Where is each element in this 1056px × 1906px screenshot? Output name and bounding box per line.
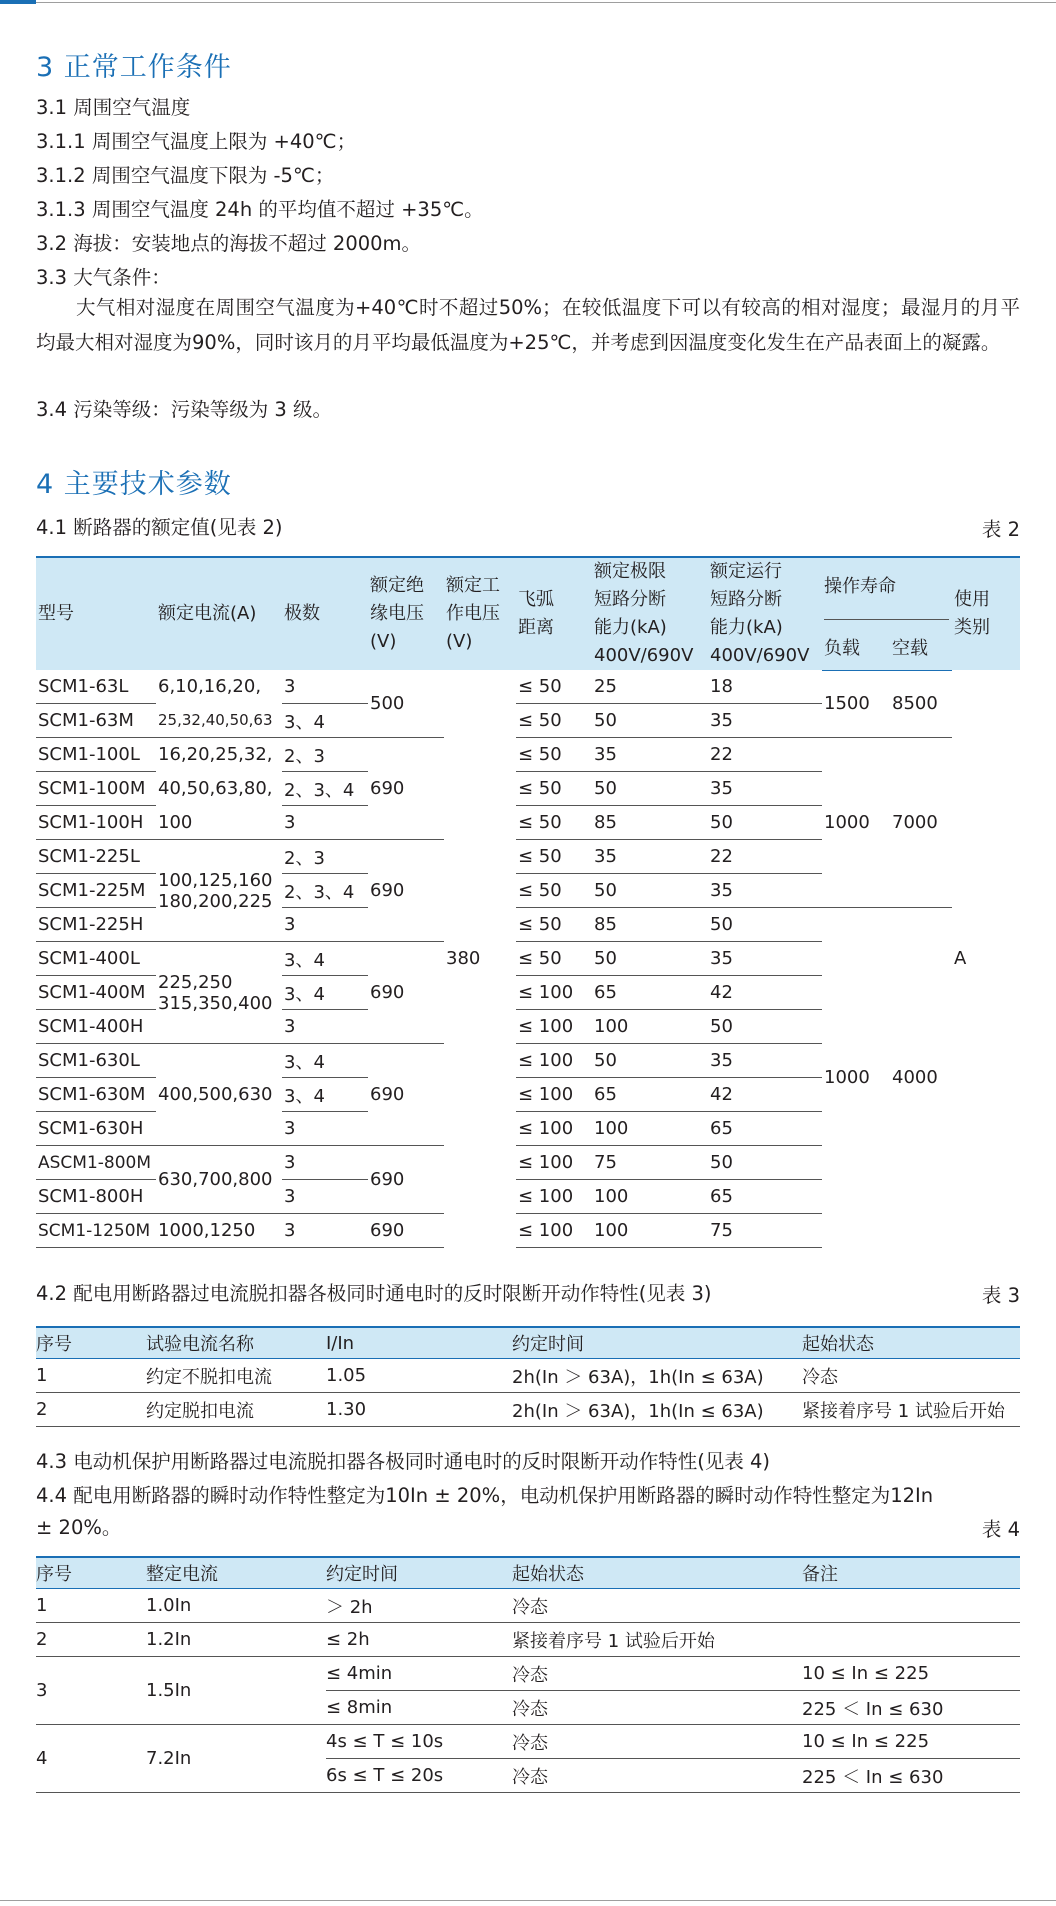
table-row bbox=[36, 1359, 1020, 1393]
poles-cell: 3 bbox=[282, 1180, 368, 1214]
line-3-1: 3.1 周围空气温度 bbox=[36, 96, 191, 119]
t3-cell: 冷态 bbox=[802, 1359, 1020, 1393]
t4-cell: 1 bbox=[36, 1589, 146, 1623]
arc-cell: ≤ 50 bbox=[516, 840, 592, 874]
arc-cell: ≤ 100 bbox=[516, 1112, 592, 1146]
category-cell: A bbox=[954, 948, 967, 970]
model-cell: SCM1-225H bbox=[36, 908, 156, 942]
icu-cell: 100 bbox=[592, 1214, 708, 1248]
ics-cell: 50 bbox=[708, 1146, 822, 1180]
life-noload-cell: 8500 bbox=[890, 670, 952, 738]
line-3-3: 3.3 大气条件： bbox=[36, 266, 171, 289]
model-cell: SCM1-100M bbox=[36, 772, 156, 806]
icu-cell: 65 bbox=[592, 1078, 708, 1112]
life-load-cell: 1500 bbox=[822, 670, 890, 738]
model-cell: SCM1-400L bbox=[36, 942, 156, 976]
t3-header-time: 约定时间 bbox=[512, 1327, 802, 1359]
model-cell: SCM1-400M bbox=[36, 976, 156, 1010]
poles-cell: 3 bbox=[282, 1146, 368, 1180]
line-3-4: 3.4 污染等级：污染等级为 3 级。 bbox=[36, 398, 333, 421]
icu-cell: 75 bbox=[592, 1146, 708, 1180]
poles-cell: 3 bbox=[282, 806, 368, 840]
poles-cell: 3 bbox=[282, 1214, 368, 1248]
current-cell: 6,10,16,20, bbox=[158, 676, 262, 698]
model-cell: SCM1-630H bbox=[36, 1112, 156, 1146]
ui-cell: 690 bbox=[368, 1214, 444, 1248]
model-cell: SCM1-63L bbox=[36, 670, 156, 704]
t4-cell bbox=[802, 1623, 1020, 1657]
t4-cell: ＞ 2h bbox=[326, 1589, 512, 1623]
arc-cell: ≤ 100 bbox=[516, 976, 592, 1010]
ics-cell: 35 bbox=[708, 1044, 822, 1078]
poles-cell: 3 bbox=[282, 1112, 368, 1146]
t4-cell: 冷态 bbox=[512, 1759, 802, 1793]
ics-cell: 35 bbox=[708, 942, 822, 976]
life-load-cell: 1000 bbox=[822, 738, 890, 908]
header-arc-distance: 飞弧 距离 bbox=[516, 557, 592, 670]
ics-cell: 42 bbox=[708, 1078, 822, 1112]
line-4-4-a: 4.4 配电用断路器的瞬时动作特性整定为10In ± 20%，电动机保护用断路器的瞬时动作特性整定为12In bbox=[36, 1484, 934, 1507]
header-model: 型号 bbox=[36, 557, 156, 670]
t4-cell: 1.0In bbox=[146, 1589, 326, 1623]
ui-cell: 500 bbox=[368, 670, 444, 738]
model-cell: SCM1-800H bbox=[36, 1180, 156, 1214]
ue-cell: 380 bbox=[446, 948, 481, 970]
t4-cell bbox=[802, 1589, 1020, 1623]
header-life-noload: 空载 bbox=[890, 629, 952, 670]
icu-cell: 100 bbox=[592, 1010, 708, 1044]
t4-cell: 1.5In bbox=[146, 1657, 326, 1725]
current-cell: 16,20,25,32, bbox=[158, 744, 273, 766]
t3-header-test-current: 试验电流名称 bbox=[146, 1327, 326, 1359]
icu-cell: 85 bbox=[592, 806, 708, 840]
header-rated-current: 额定电流(A) bbox=[156, 557, 282, 670]
arc-cell: ≤ 50 bbox=[516, 874, 592, 908]
table-row bbox=[36, 1657, 1020, 1691]
line-3-2: 3.2 海拔：安装地点的海拔不超过 2000m。 bbox=[36, 232, 422, 255]
section-3-heading: 3 正常工作条件 bbox=[36, 52, 232, 83]
t3-cell: 约定脱扣电流 bbox=[146, 1393, 326, 1427]
model-cell: SCM1-100H bbox=[36, 806, 156, 840]
arc-cell: ≤ 50 bbox=[516, 670, 592, 704]
model-cell: ASCM1-800M bbox=[36, 1146, 156, 1180]
icu-cell: 50 bbox=[592, 1044, 708, 1078]
top-rule bbox=[0, 0, 1056, 4]
ics-cell: 35 bbox=[708, 704, 822, 738]
header-life: 操作寿命 bbox=[822, 557, 952, 629]
arc-cell: ≤ 100 bbox=[516, 1044, 592, 1078]
bottom-rule bbox=[0, 1900, 1056, 1901]
t4-cell: 10 ≤ In ≤ 225 bbox=[802, 1657, 1020, 1691]
poles-cell: 3、4 bbox=[282, 1078, 368, 1112]
table-2-caption: 4.1 断路器的额定值(见表 2) bbox=[36, 516, 283, 539]
arc-cell: ≤ 50 bbox=[516, 806, 592, 840]
header-icu: 额定极限 短路分断 能力(kA) 400V/690V bbox=[592, 557, 708, 670]
ui-cell: 690 bbox=[368, 1044, 444, 1146]
table-row bbox=[36, 1725, 1020, 1759]
line-3-1-3: 3.1.3 周围空气温度 24h 的平均值不超过 +35℃。 bbox=[36, 198, 484, 221]
poles-cell: 3 bbox=[282, 1010, 368, 1044]
ics-cell: 50 bbox=[708, 806, 822, 840]
t4-cell: ≤ 2h bbox=[326, 1623, 512, 1657]
t4-header-start-state: 起始状态 bbox=[512, 1557, 802, 1589]
life-noload-cell: 7000 bbox=[890, 738, 952, 908]
t3-cell: 2 bbox=[36, 1393, 146, 1427]
t4-cell: 紧接着序号 1 试验后开始 bbox=[512, 1623, 802, 1657]
icu-cell: 65 bbox=[592, 976, 708, 1010]
arc-cell: ≤ 50 bbox=[516, 772, 592, 806]
ics-cell: 65 bbox=[708, 1112, 822, 1146]
model-cell: SCM1-63M bbox=[36, 704, 156, 738]
poles-cell: 3 bbox=[282, 670, 368, 704]
poles-cell: 3、4 bbox=[282, 1044, 368, 1078]
ics-cell: 22 bbox=[708, 738, 822, 772]
ics-cell: 50 bbox=[708, 1010, 822, 1044]
icu-cell: 35 bbox=[592, 738, 708, 772]
t4-cell: 225 ＜ In ≤ 630 bbox=[802, 1691, 1020, 1725]
arc-cell: ≤ 100 bbox=[516, 1146, 592, 1180]
model-cell: SCM1-630L bbox=[36, 1044, 156, 1078]
section-4-heading: 4 主要技术参数 bbox=[36, 469, 232, 500]
ui-cell: 690 bbox=[368, 738, 444, 840]
header-life-load: 负载 bbox=[822, 629, 890, 670]
life-noload-cell: 4000 bbox=[892, 1067, 938, 1089]
header-poles: 极数 bbox=[282, 557, 368, 670]
arc-cell: ≤ 100 bbox=[516, 1180, 592, 1214]
humidity-paragraph: 大气相对湿度在周围空气温度为+40℃时不超过50%；在较低温度下可以有较高的相对湿度；最湿月的月平均最大相对湿度为90%，同时该月的月平均最低温度为+25℃，并考虑到因温度变化发生在产品表面上的凝露。 bbox=[36, 296, 1020, 354]
line-4-4-b: ± 20%。 bbox=[36, 1516, 122, 1539]
t4-cell: ≤ 8min bbox=[326, 1691, 512, 1725]
current-cell: 225,250 315,350,400 bbox=[156, 942, 282, 1044]
t4-cell: 冷态 bbox=[512, 1657, 802, 1691]
t4-header-remark: 备注 bbox=[802, 1557, 1020, 1589]
ics-cell: 50 bbox=[708, 908, 822, 942]
t4-cell: 冷态 bbox=[512, 1589, 802, 1623]
line-3-1-1: 3.1.1 周围空气温度上限为 +40℃； bbox=[36, 130, 357, 153]
poles-cell: 3、4 bbox=[282, 704, 368, 738]
arc-cell: ≤ 100 bbox=[516, 1010, 592, 1044]
ics-cell: 42 bbox=[708, 976, 822, 1010]
current-cell: 100 bbox=[156, 806, 282, 840]
header-ics: 额定运行 短路分断 能力(kA) 400V/690V bbox=[708, 557, 822, 670]
t4-cell: 2 bbox=[36, 1623, 146, 1657]
model-cell: SCM1-225L bbox=[36, 840, 156, 874]
t4-header-setting-current: 整定电流 bbox=[146, 1557, 326, 1589]
current-cell: 100,125,160 180,200,225 bbox=[156, 840, 282, 942]
t3-cell: 约定不脱扣电流 bbox=[146, 1359, 326, 1393]
arc-cell: ≤ 50 bbox=[516, 908, 592, 942]
ui-cell: 690 bbox=[368, 840, 444, 942]
arc-cell: ≤ 50 bbox=[516, 942, 592, 976]
table-row bbox=[36, 1623, 1020, 1657]
header-insulation-voltage: 额定绝 缘电压 (V) bbox=[368, 557, 444, 670]
icu-cell: 100 bbox=[592, 1180, 708, 1214]
current-cell: 40,50,63,80, bbox=[158, 778, 273, 799]
ics-cell: 65 bbox=[708, 1180, 822, 1214]
t3-cell: 1.05 bbox=[326, 1359, 512, 1393]
current-cell: 400,500,630 bbox=[156, 1044, 282, 1146]
t4-cell: 1.2In bbox=[146, 1623, 326, 1657]
icu-cell: 50 bbox=[592, 942, 708, 976]
ics-cell: 35 bbox=[708, 772, 822, 806]
model-cell: SCM1-100L bbox=[36, 738, 156, 772]
inverse-time-table-motor bbox=[36, 1556, 1020, 1793]
poles-cell: 3、4 bbox=[282, 976, 368, 1010]
ui-cell: 690 bbox=[368, 1146, 444, 1214]
table-row bbox=[36, 1589, 1020, 1623]
current-cell: 630,700,800 bbox=[156, 1146, 282, 1214]
t4-cell: 3 bbox=[36, 1657, 146, 1725]
arc-cell: ≤ 100 bbox=[516, 1214, 592, 1248]
ics-cell: 75 bbox=[708, 1214, 822, 1248]
icu-cell: 100 bbox=[592, 1112, 708, 1146]
line-3-1-2: 3.1.2 周围空气温度下限为 -5℃； bbox=[36, 164, 335, 187]
t4-cell: 冷态 bbox=[512, 1725, 802, 1759]
icu-cell: 85 bbox=[592, 908, 708, 942]
ics-cell: 22 bbox=[708, 840, 822, 874]
t3-cell: 2h(In ＞ 63A)，1h(In ≤ 63A) bbox=[512, 1359, 802, 1393]
arc-cell: ≤ 50 bbox=[516, 704, 592, 738]
ics-cell: 35 bbox=[708, 874, 822, 908]
life-load-cell: 1000 bbox=[824, 1067, 870, 1089]
poles-cell: 2、3、4 bbox=[282, 874, 368, 908]
table-4-label: 表 4 bbox=[981, 1518, 1020, 1541]
icu-cell: 25 bbox=[592, 670, 708, 704]
t4-header-no: 序号 bbox=[36, 1557, 146, 1589]
t3-header-start-state: 起始状态 bbox=[802, 1327, 1020, 1359]
header-working-voltage: 额定工 作电压 (V) bbox=[444, 557, 516, 670]
icu-cell: 35 bbox=[592, 840, 708, 874]
model-cell: SCM1-225M bbox=[36, 874, 156, 908]
model-cell: SCM1-400H bbox=[36, 1010, 156, 1044]
t4-cell: 10 ≤ In ≤ 225 bbox=[802, 1725, 1020, 1759]
current-cell: 25,32,40,50,63 bbox=[156, 704, 282, 738]
table-row bbox=[36, 1393, 1020, 1427]
t3-cell: 紧接着序号 1 试验后开始 bbox=[802, 1393, 1020, 1427]
t3-cell: 2h(In ＞ 63A)，1h(In ≤ 63A) bbox=[512, 1393, 802, 1427]
ics-cell: 18 bbox=[708, 670, 822, 704]
t4-cell: 7.2In bbox=[146, 1725, 326, 1793]
t3-cell: 1.30 bbox=[326, 1393, 512, 1427]
model-cell: SCM1-1250M bbox=[36, 1214, 156, 1248]
arc-cell: ≤ 100 bbox=[516, 1078, 592, 1112]
poles-cell: 2、3 bbox=[282, 840, 368, 874]
current-cell: 1000,1250 bbox=[156, 1214, 282, 1248]
icu-cell: 50 bbox=[592, 704, 708, 738]
ratings-table bbox=[36, 556, 1020, 1248]
table-3-label: 表 3 bbox=[981, 1284, 1020, 1307]
icu-cell: 50 bbox=[592, 772, 708, 806]
t4-cell: 225 ＜ In ≤ 630 bbox=[802, 1759, 1020, 1793]
inverse-time-table-distribution bbox=[36, 1326, 1020, 1427]
table-2-label: 表 2 bbox=[981, 518, 1020, 541]
poles-cell: 2、3、4 bbox=[282, 772, 368, 806]
ui-cell: 690 bbox=[368, 942, 444, 1044]
t4-cell: 4 bbox=[36, 1725, 146, 1793]
table-3-caption: 4.2 配电用断路器过电流脱扣器各极同时通电时的反时限断开动作特性(见表 3) bbox=[36, 1282, 712, 1305]
t4-header-time: 约定时间 bbox=[326, 1557, 512, 1589]
poles-cell: 3、4 bbox=[282, 942, 368, 976]
t4-cell: 4s ≤ T ≤ 10s bbox=[326, 1725, 512, 1759]
arc-cell: ≤ 50 bbox=[516, 738, 592, 772]
t3-header-no: 序号 bbox=[36, 1327, 146, 1359]
t4-cell: 冷态 bbox=[512, 1691, 802, 1725]
poles-cell: 3 bbox=[282, 908, 368, 942]
icu-cell: 50 bbox=[592, 874, 708, 908]
model-cell: SCM1-630M bbox=[36, 1078, 156, 1112]
t3-cell: 1 bbox=[36, 1359, 146, 1393]
t4-cell: 6s ≤ T ≤ 20s bbox=[326, 1759, 512, 1793]
poles-cell: 2、3 bbox=[282, 738, 368, 772]
line-4-3: 4.3 电动机保护用断路器过电流脱扣器各极同时通电时的反时限断开动作特性(见表 4) bbox=[36, 1450, 771, 1473]
t3-header-ratio: I/In bbox=[326, 1327, 512, 1359]
header-category: 使用 类别 bbox=[952, 557, 1020, 670]
t4-cell: ≤ 4min bbox=[326, 1657, 512, 1691]
